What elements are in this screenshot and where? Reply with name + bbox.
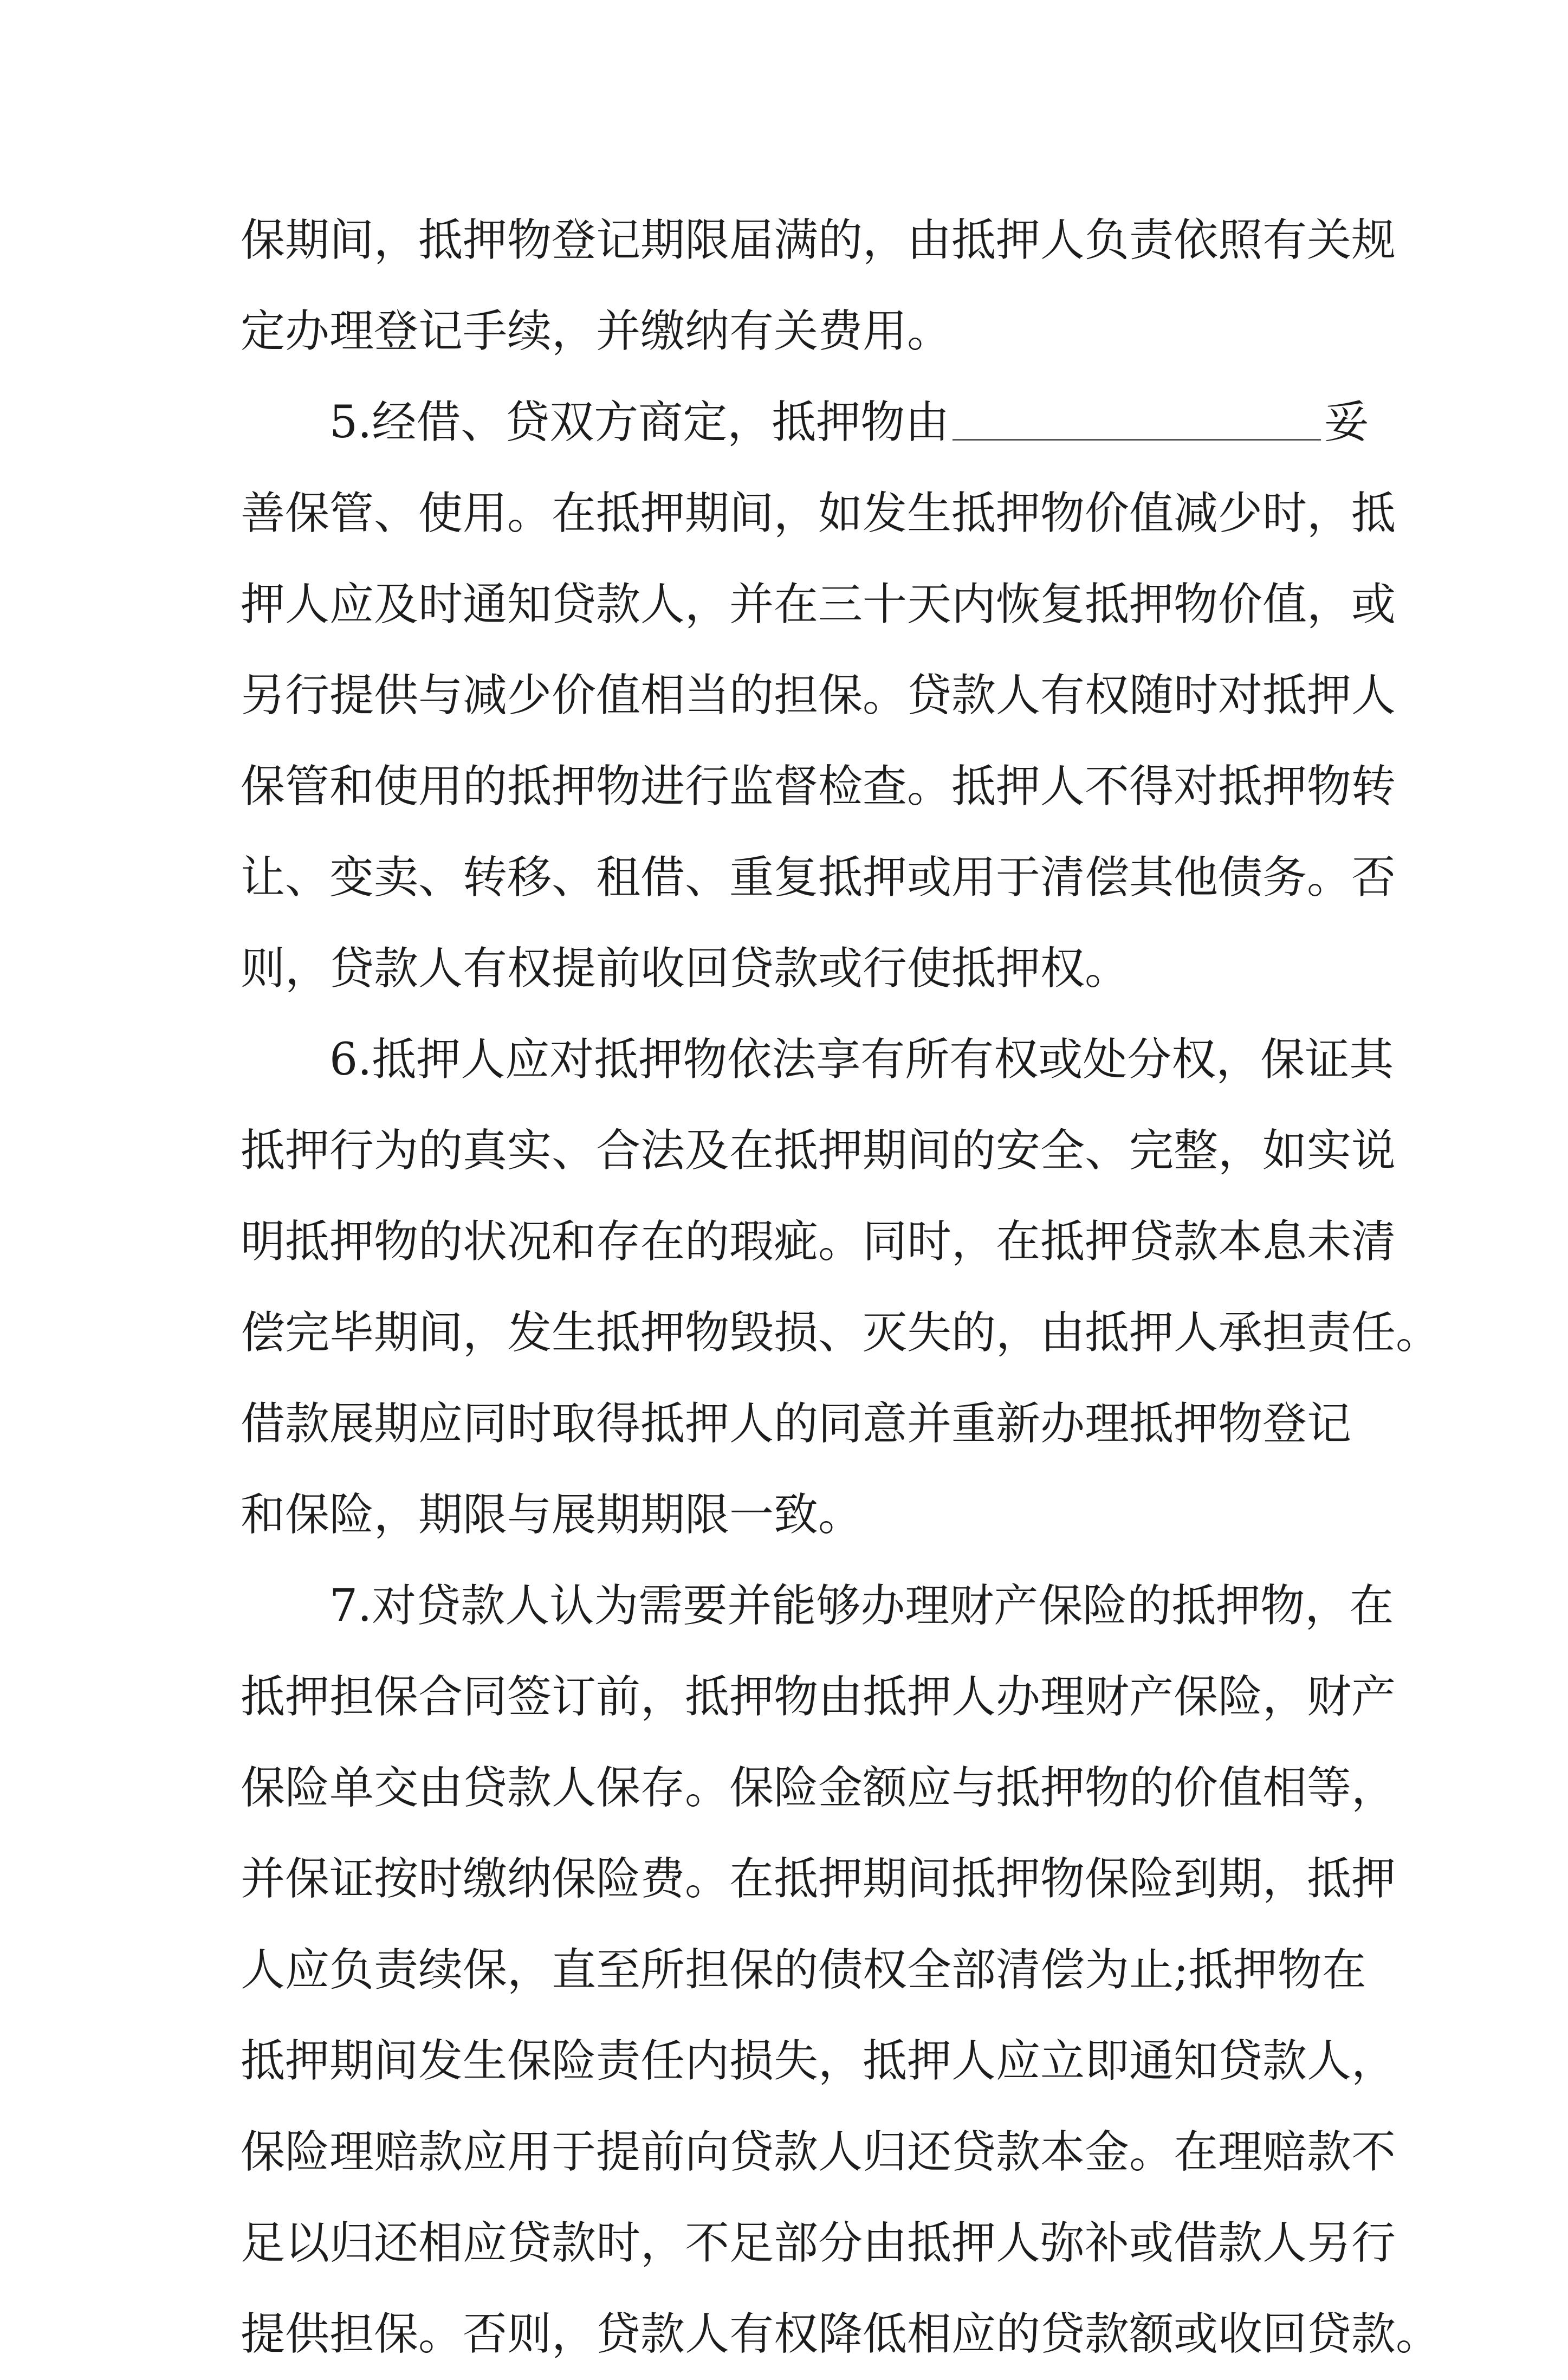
text-line: 则，贷款人有权提前收回贷款或行使抵押权。 [241, 943, 1130, 994]
text-line: 明抵押物的状况和存在的瑕疵。同时，在抵押贷款本息未清 [241, 1216, 1396, 1267]
text-line: 人应负责续保，直至所担保的债权全部清偿为止;抵押物在 [241, 1944, 1366, 1996]
document-body [241, 195, 1441, 2380]
text-line: 保险单交由贷款人保存。保险金额应与抵押物的价值相等， [241, 1762, 1396, 1814]
text-line: 保管和使用的抵押物进行监督检查。抵押人不得对抵押物转 [241, 761, 1396, 812]
text-line: 善保管、使用。在抵押期间，如发生抵押物价值减少时，抵 [241, 488, 1396, 539]
text-line: 抵押期间发生保险责任内损失，抵押人应立即通知贷款人， [241, 2035, 1396, 2087]
text-line: 偿完毕期间，发生抵押物毁损、灭失的，由抵押人承担责任。 [241, 1307, 1441, 1359]
text-line: 和保险，期限与展期期限一致。 [241, 1489, 863, 1541]
text-line: 定办理登记手续，并缴纳有关费用。 [241, 306, 952, 357]
text-line: 提供担保。否则，贷款人有权降低相应的贷款额或收回贷款。 [241, 2308, 1441, 2360]
text-line: 保险理赔款应用于提前向贷款人归还贷款本金。在理赔款不 [241, 2126, 1396, 2178]
text-line: 足以归还相应贷款时，不足部分由抵押人弥补或借款人另行 [241, 2217, 1396, 2269]
text-line: 并保证按时缴纳保险费。在抵押期间抵押物保险到期，抵押 [241, 1853, 1396, 1905]
clause-6-line: 6.抵押人应对抵押物依法享有所有权或处分权，保证其 [329, 1034, 1394, 1085]
text-line: 抵押行为的真实、合法及在抵押期间的安全、完整，如实说 [241, 1125, 1396, 1176]
text-line: 押人应及时通知贷款人，并在三十天内恢复抵押物价值，或 [241, 579, 1396, 630]
text-line: 保期间，抵押物登记期限届满的，由抵押人负责依照有关规 [241, 215, 1396, 266]
clause-5-line [241, 377, 1369, 468]
text-line: 让、变卖、转移、租借、重复抵押或用于清偿其他债务。否 [241, 852, 1396, 903]
clause-5-continuation: 妥 [1324, 397, 1369, 448]
clause-5-start: 5.经借、贷双方商定，抵押物由 [329, 397, 950, 448]
text-line: 抵押担保合同签订前，抵押物由抵押人办理财产保险，财产 [241, 1671, 1396, 1723]
clause-7-line: 7.对贷款人认为需要并能够办理财产保险的抵押物，在 [329, 1580, 1394, 1632]
text-line: 借款展期应同时取得抵押人的同意并重新办理抵押物登记 [241, 1398, 1352, 1450]
text-line: 另行提供与减少价值相当的担保。贷款人有权随时对抵押人 [241, 670, 1396, 721]
fill-in-blank [953, 390, 1321, 441]
